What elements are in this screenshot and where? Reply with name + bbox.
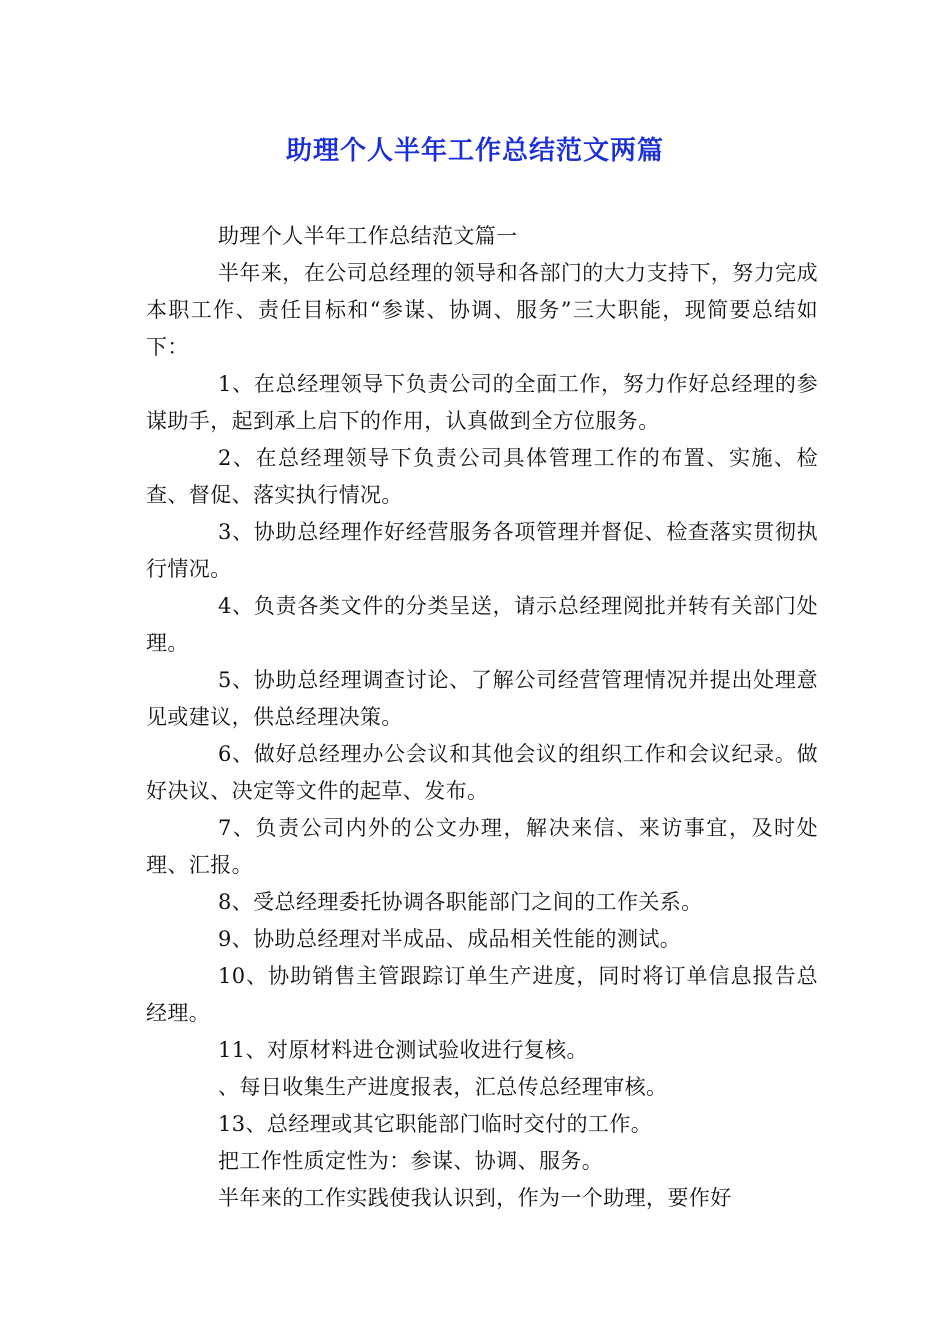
duty-item-7: 7、负责公司内外的公文办理，解决来信、来访事宜，及时处理、汇报。	[146, 816, 818, 877]
duty-item-11: 11、对原材料进仓测试验收进行复核。	[218, 1038, 588, 1062]
duty-item-9: 9、协助总经理对半成品、成品相关性能的测试。	[218, 927, 682, 951]
reflection-paragraph: 半年来的工作实践使我认识到，作为一个助理，要作好	[218, 1186, 732, 1210]
duty-item-2: 2、在总经理领导下负责公司具体管理工作的布置、实施、检查、督促、落实执行情况。	[146, 446, 818, 507]
work-nature-paragraph: 把工作性质定性为：参谋、协调、服务。	[218, 1149, 604, 1173]
duty-item-5: 5、协助总经理调查讨论、了解公司经营管理情况并提出处理意见或建议，供总经理决策。	[146, 668, 818, 729]
duty-item-1: 1、在总经理领导下负责公司的全面工作，努力作好总经理的参谋助手，起到承上启下的作用，认真做到全方位服务。	[146, 372, 818, 433]
document-title: 助理个人半年工作总结范文两篇	[285, 136, 664, 166]
section-heading: 助理个人半年工作总结范文篇一	[218, 224, 518, 248]
duty-item-4: 4、负责各类文件的分类呈送，请示总经理阅批并转有关部门处理。	[146, 594, 818, 655]
duty-item-10: 10、协助销售主管跟踪订单生产进度，同时将订单信息报告总经理。	[146, 964, 818, 1025]
document-body	[146, 218, 818, 1217]
duty-item-3: 3、协助总经理作好经营服务各项管理并督促、检查落实贯彻执行情况。	[146, 520, 818, 581]
intro-paragraph: 半年来，在公司总经理的领导和各部门的大力支持下，努力完成本职工作、责任目标和“参谋、协调、服务”三大职能，现简要总结如下：	[146, 261, 818, 359]
duty-item-8: 8、受总经理委托协调各职能部门之间的工作关系。	[218, 890, 703, 914]
duty-item-6: 6、做好总经理办公会议和其他会议的组织工作和会议纪录。做好决议、决定等文件的起草、发布。	[146, 742, 818, 803]
duty-item-13: 13、总经理或其它职能部门临时交付的工作。	[218, 1112, 653, 1136]
duty-item-12: 、每日收集生产进度报表，汇总传总经理审核。	[218, 1075, 668, 1099]
